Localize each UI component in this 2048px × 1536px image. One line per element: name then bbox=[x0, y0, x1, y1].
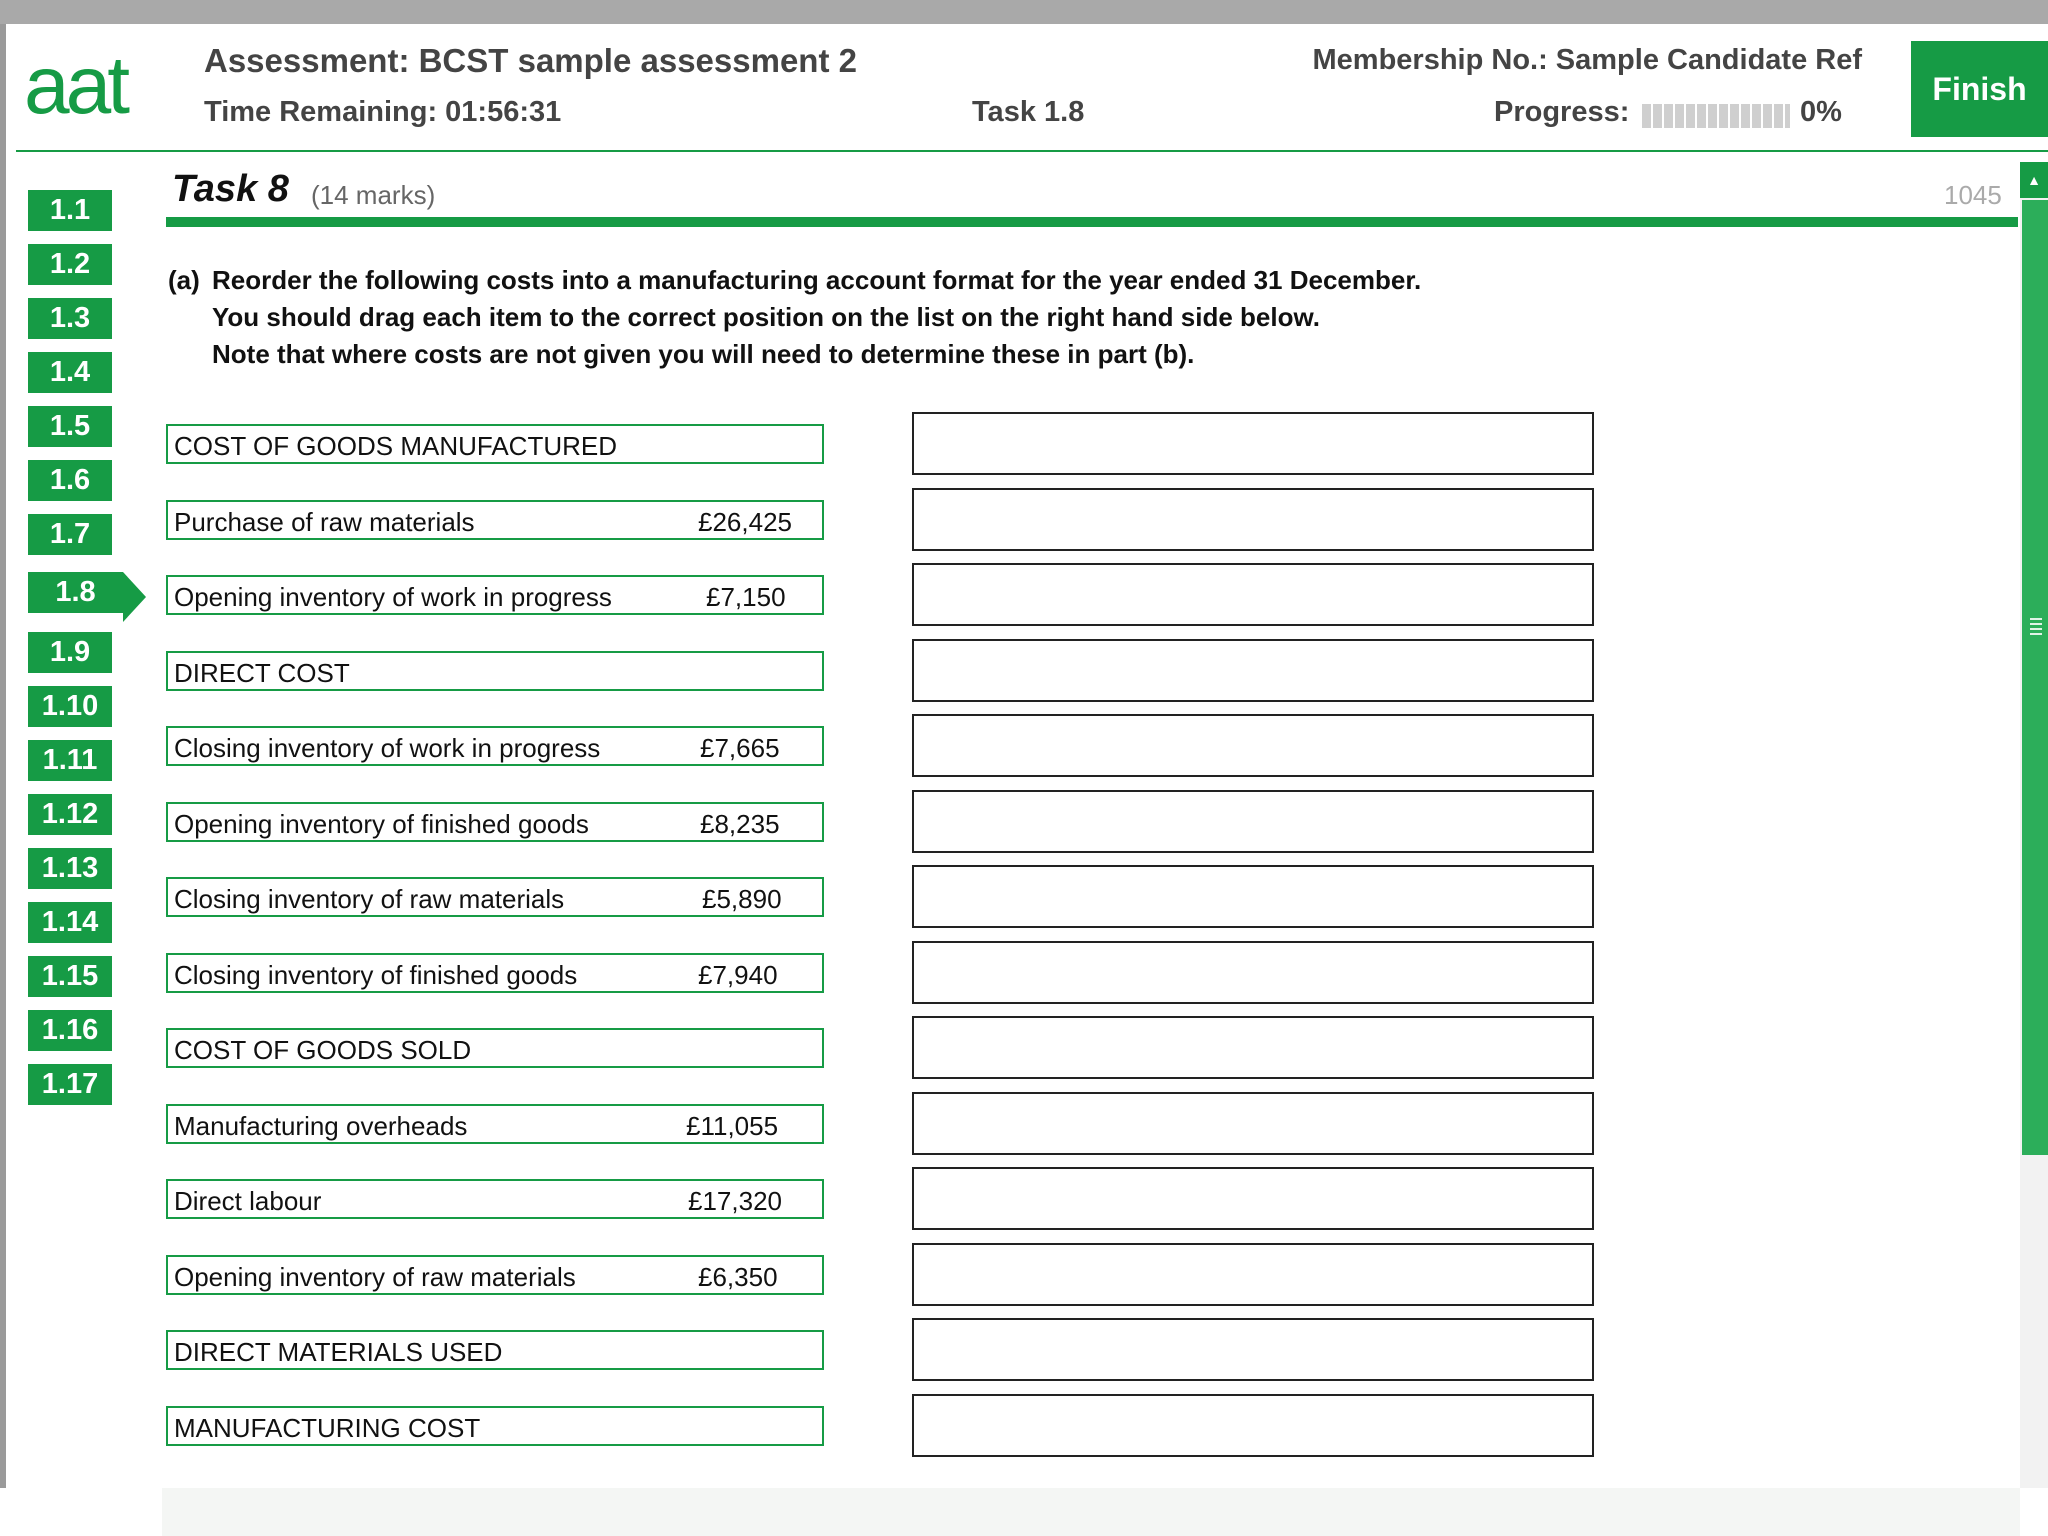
nav-task-1-16[interactable]: 1.16 bbox=[28, 1010, 112, 1051]
drag-item-amount: £5,890 bbox=[702, 884, 782, 914]
drag-item[interactable] bbox=[166, 1028, 824, 1068]
drag-item[interactable] bbox=[166, 726, 824, 766]
drag-item-label: Purchase of raw materials bbox=[174, 507, 475, 537]
nav-task-1-9[interactable]: 1.9 bbox=[28, 632, 112, 673]
instruction-line: Reorder the following costs into a manufacturing account format for the year ended 31 December. bbox=[212, 265, 1422, 295]
nav-task-1-17[interactable]: 1.17 bbox=[28, 1064, 112, 1105]
nav-task-1-2[interactable]: 1.2 bbox=[28, 244, 112, 285]
drag-item[interactable] bbox=[166, 953, 824, 993]
task-title: Task 8 bbox=[172, 168, 289, 210]
nav-task-1-6[interactable]: 1.6 bbox=[28, 460, 112, 501]
nav-task-1-14[interactable]: 1.14 bbox=[28, 902, 112, 943]
drop-slot[interactable] bbox=[912, 1394, 1594, 1457]
membership-number: Membership No.: Sample Candidate Ref bbox=[1312, 44, 1862, 76]
aat-logo: aat bbox=[24, 40, 126, 131]
drag-item-label: Opening inventory of finished goods bbox=[174, 809, 589, 839]
drop-slot[interactable] bbox=[912, 790, 1594, 853]
drop-slot[interactable] bbox=[912, 563, 1594, 626]
drop-slot[interactable] bbox=[912, 865, 1594, 928]
drop-slot[interactable] bbox=[912, 1167, 1594, 1230]
drag-item[interactable] bbox=[166, 877, 824, 917]
instruction-line: You should drag each item to the correct position on the list on the right hand side below. bbox=[212, 302, 1320, 332]
drag-item[interactable] bbox=[166, 500, 824, 540]
time-remaining: Time Remaining: 01:56:31 bbox=[204, 96, 562, 128]
drag-item[interactable] bbox=[166, 1104, 824, 1144]
assessment-title: Assessment: BCST sample assessment 2 bbox=[204, 42, 857, 79]
drag-item-amount: £7,940 bbox=[698, 960, 778, 990]
window-left-edge bbox=[0, 24, 6, 1488]
drag-item[interactable] bbox=[166, 651, 824, 691]
drag-item-label: Closing inventory of finished goods bbox=[174, 960, 578, 990]
drag-item-amount: £11,055 bbox=[686, 1111, 779, 1141]
nav-task-1-4[interactable]: 1.4 bbox=[28, 352, 112, 393]
nav-task-1-8[interactable]: 1.8 bbox=[28, 572, 123, 613]
progress-label: Progress: bbox=[1494, 96, 1630, 128]
content-bottom-strip bbox=[162, 1488, 2020, 1536]
drop-slot[interactable] bbox=[912, 1243, 1594, 1306]
drag-item-amount: £8,235 bbox=[700, 809, 780, 839]
drop-slot[interactable] bbox=[912, 714, 1594, 777]
header-divider bbox=[16, 150, 2048, 152]
nav-task-1-1[interactable]: 1.1 bbox=[28, 190, 112, 231]
drag-item-label: Opening inventory of work in progress bbox=[174, 582, 612, 612]
nav-task-1-15[interactable]: 1.15 bbox=[28, 956, 112, 997]
scroll-thumb[interactable] bbox=[2022, 200, 2048, 1155]
drag-item[interactable] bbox=[166, 1406, 824, 1446]
nav-task-1-3[interactable]: 1.3 bbox=[28, 298, 112, 339]
nav-task-1-12[interactable]: 1.12 bbox=[28, 794, 112, 835]
drag-item-amount: £6,350 bbox=[698, 1262, 778, 1292]
task-divider bbox=[166, 217, 2018, 227]
scroll-up-icon[interactable]: ▲ bbox=[2020, 162, 2048, 198]
drag-item[interactable] bbox=[166, 1255, 824, 1295]
grip-icon bbox=[2030, 618, 2042, 636]
progress-value: 0% bbox=[1800, 96, 1842, 128]
nav-task-1-13[interactable]: 1.13 bbox=[28, 848, 112, 889]
drop-slot[interactable] bbox=[912, 1092, 1594, 1155]
drop-slot[interactable] bbox=[912, 1318, 1594, 1381]
drag-item[interactable] bbox=[166, 802, 824, 842]
drag-item-label: COST OF GOODS SOLD bbox=[174, 1035, 472, 1065]
progress-bar bbox=[1642, 104, 1790, 128]
drag-item[interactable] bbox=[166, 575, 824, 615]
drag-item-amount: £17,320 bbox=[688, 1186, 782, 1216]
finish-button[interactable]: Finish bbox=[1911, 41, 2048, 137]
drop-slot[interactable] bbox=[912, 941, 1594, 1004]
instruction-line: Note that where costs are not given you will need to determine these in part (b). bbox=[212, 339, 1195, 369]
instructions bbox=[168, 262, 1421, 373]
drop-slot[interactable] bbox=[912, 1016, 1594, 1079]
drop-slot[interactable] bbox=[912, 639, 1594, 702]
current-task-code: Task 1.8 bbox=[972, 96, 1085, 128]
nav-task-1-7[interactable]: 1.7 bbox=[28, 514, 112, 555]
drag-item-label: MANUFACTURING COST bbox=[174, 1413, 481, 1443]
window-top-bar bbox=[0, 0, 2048, 24]
nav-task-1-10[interactable]: 1.10 bbox=[28, 686, 112, 727]
drag-item-amount: £26,425 bbox=[698, 507, 792, 537]
drag-item[interactable] bbox=[166, 424, 824, 464]
drag-item-label: DIRECT COST bbox=[174, 658, 350, 688]
drag-item-label: DIRECT MATERIALS USED bbox=[174, 1337, 503, 1367]
question-label: (a) bbox=[168, 265, 200, 295]
drag-item-label: Direct labour bbox=[174, 1186, 322, 1216]
drop-slot[interactable] bbox=[912, 488, 1594, 551]
drag-item[interactable] bbox=[166, 1330, 824, 1370]
drag-item-label: Opening inventory of raw materials bbox=[174, 1262, 576, 1292]
drag-item-label: Closing inventory of work in progress bbox=[174, 733, 601, 763]
nav-task-1-11[interactable]: 1.11 bbox=[28, 740, 112, 781]
drag-item[interactable] bbox=[166, 1179, 824, 1219]
drag-item-amount: £7,150 bbox=[706, 582, 786, 612]
nav-task-1-5[interactable]: 1.5 bbox=[28, 406, 112, 447]
drag-item-label: Closing inventory of raw materials bbox=[174, 884, 565, 914]
item-id: 1045 bbox=[1944, 180, 2002, 210]
drag-item-amount: £7,665 bbox=[700, 733, 780, 763]
drop-slot[interactable] bbox=[912, 412, 1594, 475]
drag-item-label: COST OF GOODS MANUFACTURED bbox=[174, 431, 617, 461]
drag-item-label: Manufacturing overheads bbox=[174, 1111, 468, 1141]
task-marks: (14 marks) bbox=[311, 180, 436, 210]
scrollbar[interactable] bbox=[2020, 162, 2048, 1488]
